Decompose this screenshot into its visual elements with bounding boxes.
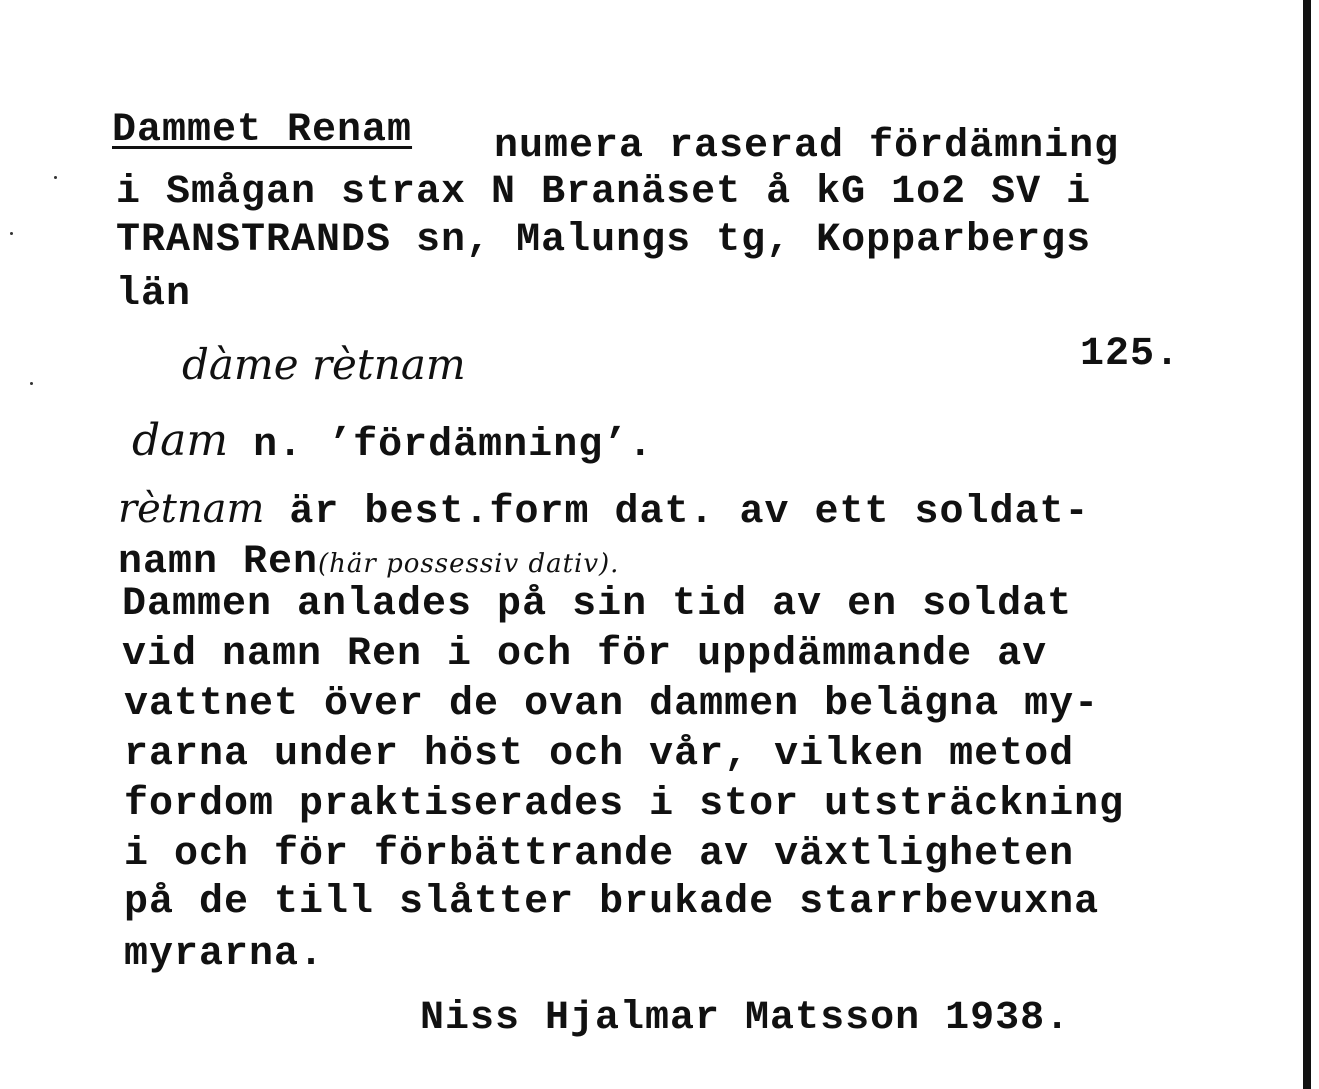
body-line-3: vattnet över de ovan dammen belägna my- [124,682,1100,727]
body-line-5: fordom praktiserades i stor utsträckning [124,782,1125,827]
body-line-1: Dammen anlades på sin tid av en soldat [122,582,1073,627]
location-line-3: län [116,272,192,317]
body-line-8: myrarna. [124,932,325,977]
signature: Niss Hjalmar Matsson 1938. [420,996,1071,1041]
speck [10,232,13,235]
speck [30,382,33,385]
explanation-text: är best.form dat. av ett soldat- [289,490,1090,535]
handwritten-word-dam: dam [132,415,229,466]
explanation-line [118,486,1090,536]
namn-line [118,540,619,587]
card-edge-line [1303,0,1311,1089]
card-number: 125. [1080,332,1181,377]
handwritten-word-retnam: rètnam [118,486,265,532]
phonetic-transcription: dàme rètnam [182,340,466,389]
gloss-line [132,415,654,469]
body-line-6: i och för förbättrande av växtligheten [124,832,1075,877]
place-name-heading: Dammet Renam [112,108,413,153]
body-line-4: rarna under höst och vår, vilken metod [124,732,1075,777]
word-gloss: n. ’fördämning’. [253,423,654,468]
heading-description: numera raserad fördämning [494,124,1120,169]
namn-text: namn Ren [118,540,319,585]
handwritten-note: (här possessiv dativ). [318,549,620,579]
body-line-2: vid namn Ren i och för uppdämmande av [122,632,1048,677]
body-line-7: på de till slåtter brukade starrbevuxna [124,880,1100,925]
location-line-2: TRANSTRANDS sn, Malungs tg, Kopparbergs [116,218,1092,263]
heading-line [112,108,412,154]
speck [54,176,57,179]
location-line-1: i Smågan strax N Branäset å kG 1o2 SV i [116,170,1092,215]
